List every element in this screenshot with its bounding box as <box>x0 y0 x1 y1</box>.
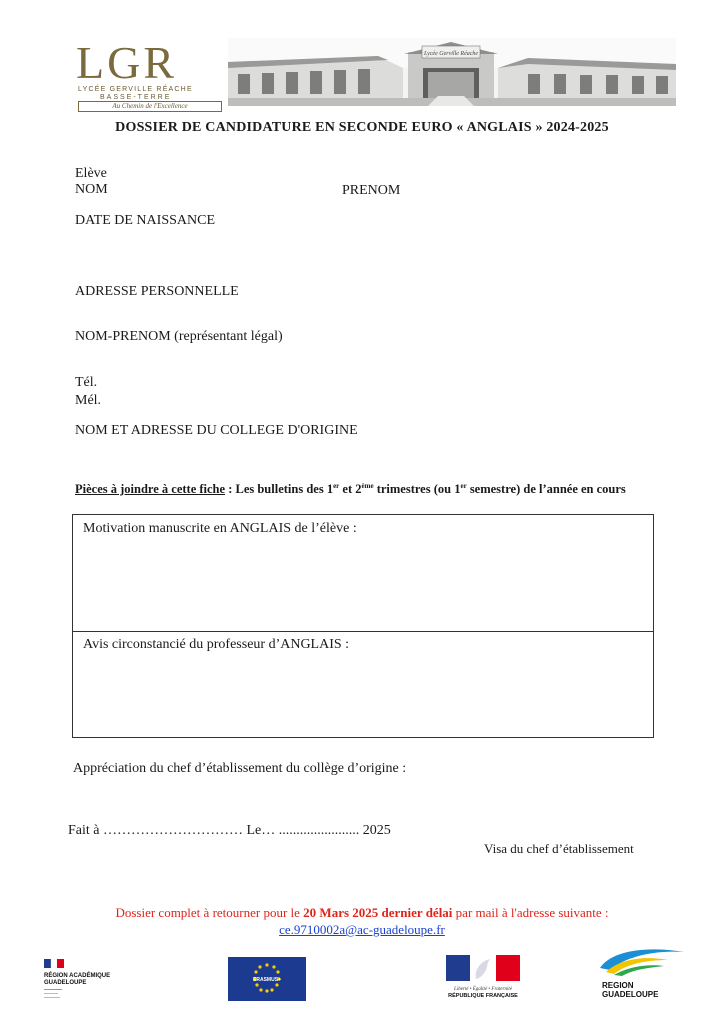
eleve-label: Elève <box>75 166 107 181</box>
return-instructions <box>0 905 724 921</box>
academie-line2: GUADELOUPE <box>44 980 87 986</box>
banner-sign-text: Lycée Gerville Réache <box>423 51 479 57</box>
fait-a-line: Fait à ………………………… Le… ....................... 2025 <box>68 823 391 838</box>
french-flag-icon <box>44 959 64 968</box>
erasmus-logo <box>228 957 306 1001</box>
tel-label: Tél. <box>75 375 98 390</box>
logo-school-name: LYCÉE GERVILLE RÉACHE <box>78 86 193 93</box>
eu-stars-icon <box>228 957 306 1001</box>
return-text-c: par mail à l'adresse suivante : <box>452 905 609 920</box>
college-label: NOM ET ADRESSE DU COLLEGE D'ORIGINE <box>75 423 358 438</box>
box-divider <box>73 631 653 632</box>
logo-motto: Au Chemin de l'Excellence <box>78 101 222 112</box>
region-butterfly-icon <box>596 946 688 976</box>
nom-label: NOM <box>75 182 108 197</box>
republique-motto: Liberté • Égalité • Fraternité <box>454 987 512 992</box>
assessment-boxes <box>72 514 654 738</box>
school-building-image <box>228 38 676 106</box>
academie-line1: RÉGION ACADÉMIQUE <box>44 973 111 979</box>
avis-box-label: Avis circonstancié du professeur d’ANGLAIS : <box>83 637 350 652</box>
erasmus-text: ERASMUS+ <box>253 977 281 983</box>
pieces-label: Pièces à joindre à cette fiche <box>75 482 226 497</box>
pieces-sup-3: er <box>460 482 467 490</box>
region-line2: GUADELOUPE <box>602 990 659 999</box>
logo-lettering: LGR <box>76 37 177 88</box>
pieces-sup-1: er <box>333 482 340 490</box>
adresse-label: ADRESSE PERSONNELLE <box>75 284 239 299</box>
school-logo <box>74 37 222 110</box>
prenom-label: PRENOM <box>342 183 401 198</box>
region-guadeloupe-logo <box>596 946 688 1002</box>
mel-label: Mél. <box>75 393 102 408</box>
appreciation-label: Appréciation du chef d’établissement du collège d’origine : <box>73 761 407 776</box>
logo-town: BASSE-TERRE <box>100 94 172 101</box>
contact-email-link[interactable]: ce.9710002a@ac-guadeloupe.fr <box>279 922 445 937</box>
region-line1: REGION <box>602 981 634 990</box>
motivation-box-label: Motivation manuscrite en ANGLAIS de l’élève : <box>83 521 357 536</box>
republique-logo <box>446 955 520 1003</box>
pieces-text-d: semestre) de l’année en cours <box>466 482 626 497</box>
return-text-a: Dossier complet à retourner pour le <box>115 905 304 920</box>
return-deadline: 20 Mars 2025 dernier délai <box>303 905 453 920</box>
marianne-icon <box>446 955 520 981</box>
pieces-line <box>75 482 626 497</box>
pieces-text-b: et 2 <box>339 482 362 497</box>
date-naissance-label: DATE DE NAISSANCE <box>75 213 215 228</box>
pieces-sup-2: ème <box>361 482 374 490</box>
pieces-text-a: : Les bulletins des 1 <box>225 482 334 497</box>
pieces-text-c: trimestres (ou 1 <box>373 482 461 497</box>
document-title: DOSSIER DE CANDIDATURE EN SECONDE EURO « ANGLAIS » 2024-2025 <box>115 120 609 135</box>
academie-logo <box>44 955 116 999</box>
visa-label: Visa du chef d’établissement <box>484 841 634 856</box>
republique-label: RÉPUBLIQUE FRANÇAISE <box>448 993 518 999</box>
representant-label: NOM-PRENOM (représentant légal) <box>75 329 283 344</box>
